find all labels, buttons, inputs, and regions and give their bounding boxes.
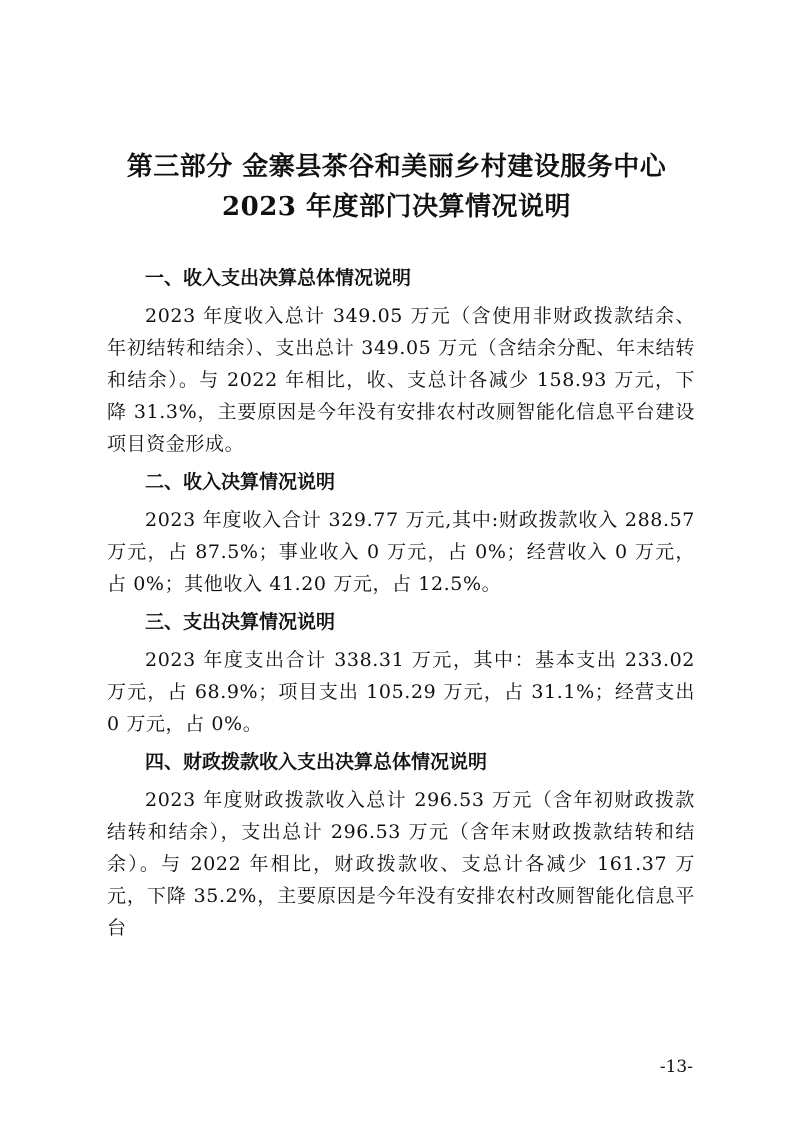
section-heading-3: 三、支出决算情况说明 xyxy=(145,611,336,633)
section-paragraph-3: 2023 年度支出合计 338.31 万元，其中：基本支出 233.02 万元，占 68.9%；项目支出 105.29 万元，占 31.1%；经营支出 0 万元，占 0%。 xyxy=(107,649,695,735)
document-body xyxy=(107,262,695,950)
page-number: -13- xyxy=(659,1057,693,1077)
section-heading-1: 一、收入支出决算总体情况说明 xyxy=(145,267,412,289)
section-paragraph-1: 2023 年度收入总计 349.05 万元（含使用非财政拨款结余、年初结转和结余）、支出总计 349.05 万元（含结余分配、年末结转和结余）。与 2022 年相比，收、支总计各减少 158.93 万元，下降 31.3%，主要原因是今年没有安排农村改厕智能化信息平台建设项目资金形成。 xyxy=(107,305,695,455)
section-heading-2: 二、收入决算情况说明 xyxy=(145,471,336,493)
page-title-line-1: 第三部分 金寨县茶谷和美丽乡村建设服务中心 xyxy=(126,152,667,182)
section-paragraph-2: 2023 年度收入合计 329.77 万元,其中:财政拨款收入 288.57 万元，占 87.5%；事业收入 0 万元，占 0%；经营收入 0 万元，占 0%；其他收入 41.20 万元，占 12.5%。 xyxy=(107,509,695,595)
page-title-line-2: 2023 年度部门决算情况说明 xyxy=(222,192,571,222)
section-heading-4: 四、财政拨款收入支出决算总体情况说明 xyxy=(145,751,488,773)
section-paragraph-4: 2023 年度财政拨款收入总计 296.53 万元（含年初财政拨款结转和结余），支出总计 296.53 万元（含年末财政拨款结转和结余）。与 2022 年相比，财政拨款收、支总计各减少 161.37 万元，下降 35.2%，主要原因是今年没有安排农村改厕智能化信息平台 xyxy=(107,789,695,939)
